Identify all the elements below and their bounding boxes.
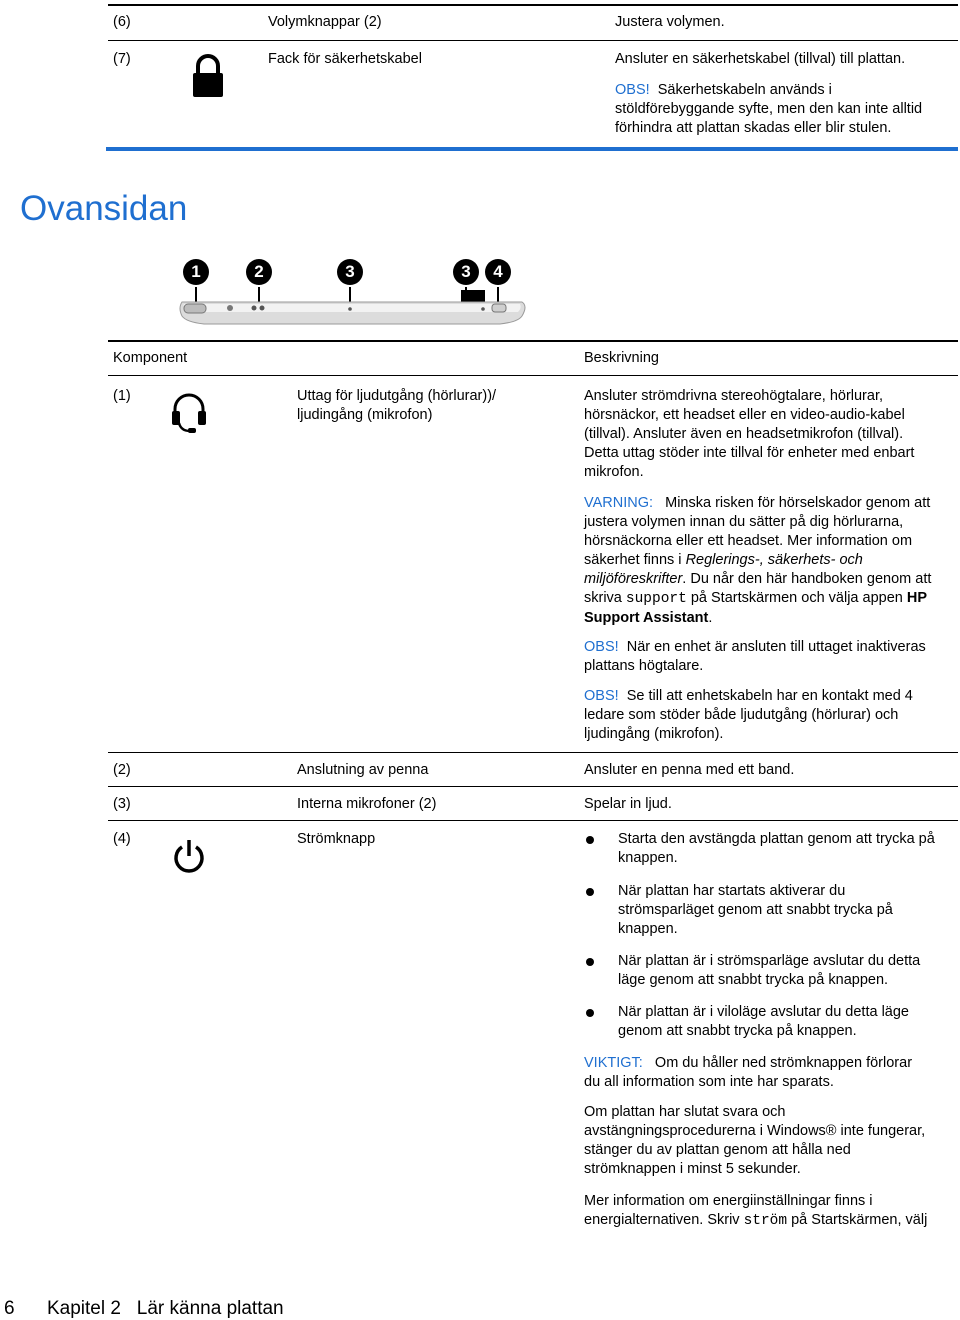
row-1-component-line: Uttag för ljudutgång (hörlurar))/ [297,388,497,404]
bullet-text: När plattan har startats aktiverar du [618,883,846,899]
app-name: Support Assistant [584,610,709,626]
table-header-rule [108,340,958,342]
row-divider [108,786,958,787]
warning-block [584,494,956,628]
row-6-description: Justera volymen. [615,14,725,30]
bullet-dot [586,958,594,966]
header-component: Komponent [113,350,188,366]
paragraph-line: strömknappen i minst 5 sekunder. [584,1161,801,1177]
bullet-text: När plattan är i strömsparläge avslutar du detta [618,953,921,969]
table-top-rule [108,4,958,6]
desc-line: hörsnäckor, ett headset eller en video-audio-kabel [584,407,905,423]
paragraph-energy [584,1192,956,1231]
bullet-text: knappen. [618,921,678,937]
bullet-text: knappen. [618,850,678,866]
important-block [584,1054,956,1092]
code-text: support [625,591,687,607]
row-divider [108,752,958,753]
row-2-component: Anslutning av penna [297,762,429,778]
warning-text: Minska risken för hörselskador genom att [665,495,931,511]
row-3-number: (3) [113,796,131,812]
bullet-text: strömsparläget genom att snabbt trycka på [618,902,893,918]
bullet-text: genom att snabbt trycka på knappen. [618,1023,857,1039]
row-1-component-line: ljudingång (mikrofon) [297,407,433,423]
row-1-component [297,387,496,425]
power-icon [172,838,206,876]
lock-icon [190,54,226,98]
row-1-description [584,387,956,482]
warning-text: på Startskärmen och välja appen [686,590,907,606]
row-7-note [615,81,955,138]
row-7-number: (7) [113,51,131,67]
headset-icon [170,392,208,434]
bullet-text: läge genom att snabbt trycka på knappen. [618,972,889,988]
row-6-component: Volymknappar (2) [268,14,382,30]
header-divider [108,375,958,376]
bullet-dot [586,836,594,844]
note-block-1 [584,638,956,676]
warning-label: VARNING: [584,495,654,511]
important-text: Om du håller ned strömknappen förlorar [654,1055,913,1071]
bullet-dot [586,888,594,896]
note-text: Se till att enhetskabeln har en kontakt med 4 [626,688,913,704]
row-4-number: (4) [113,831,131,847]
row-7-description: Ansluter en säkerhetskabel (tillval) till plattan. [615,51,906,67]
bullet-item [618,952,958,990]
row-7-component: Fack för säkerhetskabel [268,51,422,67]
desc-line: Ansluter strömdrivna stereohögtalare, hörlurar, [584,388,884,404]
bullet-item [618,1003,958,1041]
note-text: stöldförebyggande syfte, men den kan inte alltid [615,101,923,117]
note-label: OBS! [615,82,650,98]
warning-text: . Du når den här handboken genom att [682,571,932,587]
page-number: 6 [4,1298,15,1319]
note-text: förhindra att plattan skadas eller blir stulen. [615,120,892,136]
bullet-text: När plattan är i viloläge avslutar du detta läge [618,1004,909,1020]
callout-2: 2 [246,259,272,285]
important-label: VIKTIGT: [584,1055,643,1071]
note-label: OBS! [584,639,619,655]
row-6-number: (6) [113,14,131,30]
note-text: plattans högtalare. [584,658,704,674]
bullet-item [618,830,958,868]
row-divider [108,820,958,821]
row-3-description: Spelar in ljud. [584,796,672,812]
note-text: Säkerhetskabeln används i [657,82,832,98]
row-3-component: Interna mikrofoner (2) [297,796,437,812]
bullet-item [618,882,958,939]
note-text: ledare som stöder både ljudutgång (hörlurar) och [584,707,899,723]
row-1-number: (1) [113,388,131,404]
warning-text: skriva [584,590,626,606]
row-2-number: (2) [113,762,131,778]
paragraph-line: avstängningsprocedurerna i Windows® inte fungerar, [584,1123,926,1139]
warning-text: hörsnäckorna eller ett headset. Mer information om [584,533,913,549]
paragraph-line: på Startskärmen, välj [787,1212,928,1228]
desc-line: Detta uttag stöder inte tillval för enheter med enbart [584,445,915,461]
note-text: ljudingång (mikrofon). [584,726,724,742]
section-rule [106,147,958,151]
note-text: När en enhet är ansluten till uttaget inaktiveras [626,639,926,655]
callout-4: 4 [485,259,511,285]
desc-line: mikrofon. [584,464,644,480]
manual-title: Reglerings-, säkerhets- och [685,552,863,568]
paragraph-line: Mer information om energiinställningar finns i [584,1193,873,1209]
callout-1: 1 [183,259,209,285]
bullet-text: Starta den avstängda plattan genom att trycka på [618,831,935,847]
warning-text: justera volymen innan du sätter på dig hörlurarna, [584,514,904,530]
section-title: Ovansidan [20,189,188,228]
warning-text: . [708,610,713,626]
callout-3: 3 [337,259,363,285]
warning-text: säkerhet finns i [584,552,686,568]
row-divider [108,40,958,41]
callout-3b: 3 [453,259,479,285]
code-text: ström [743,1213,788,1229]
important-text: du all information som inte har sparats. [584,1074,834,1090]
row-4-component: Strömknapp [297,831,376,847]
paragraph-line: energialternativen. Skriv [584,1212,744,1228]
note-block-2 [584,687,956,744]
desc-line: (tillval). Ansluter även en headsetmikrofon (tillval). [584,426,904,442]
paragraph-unresponsive [584,1103,956,1179]
app-name: HP [906,590,928,606]
paragraph-line: Om plattan har slutat svara och [584,1104,786,1120]
note-label: OBS! [584,688,619,704]
header-description: Beskrivning [584,350,659,366]
bullet-dot [586,1009,594,1017]
paragraph-line: stänger du av plattan genom att hålla ned [584,1142,851,1158]
manual-title: miljöföreskrifter [584,571,683,587]
footer-chapter: Kapitel 2 Lär känna plattan [47,1298,284,1319]
row-2-description: Ansluter en penna med ett band. [584,762,795,778]
